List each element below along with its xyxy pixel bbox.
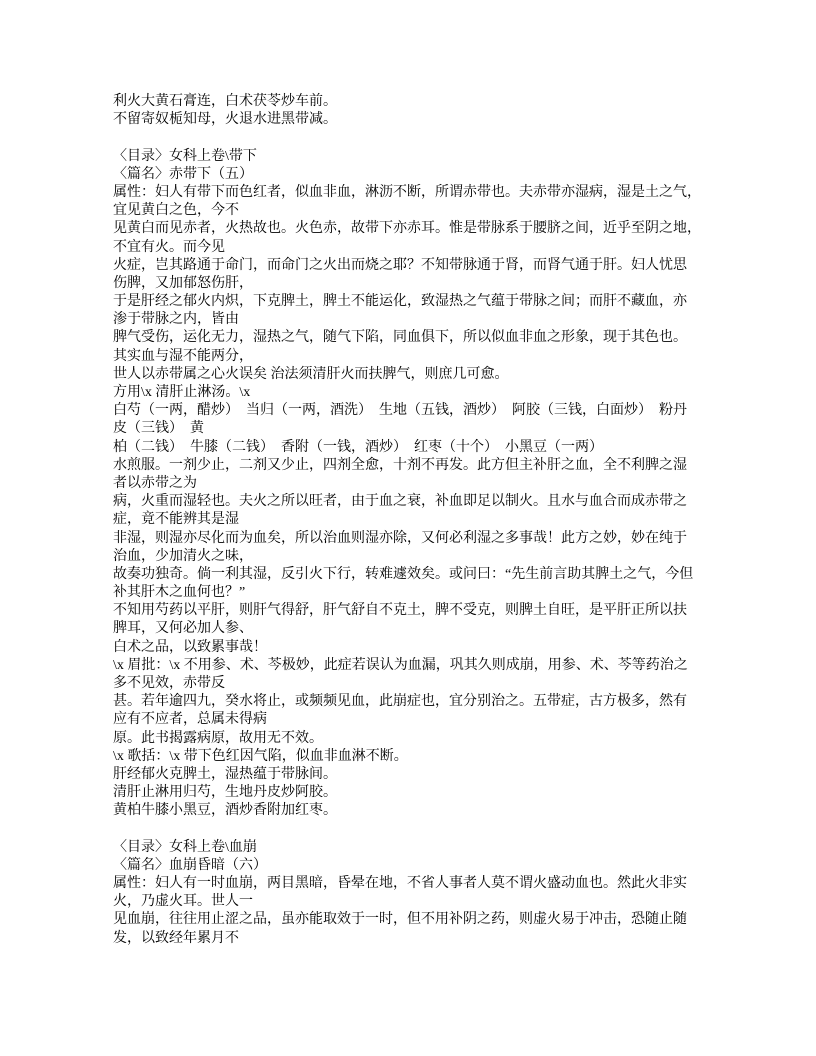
chapter-chidaixia-text-line: 白术之品，以致累事哉！ [113,639,267,655]
chapter-chidaixia-text-line: 属性：妇人有带下而色红者，似血非血，淋沥不断，所谓赤带也。夫赤带亦湿病，湿是土之气， [113,184,701,200]
chapter-chidaixia-text-line: 渗于带脉之内，皆由 [113,312,239,328]
previous-chapter-verse-tail-text-line: 不留寄奴栀知母，火退水进黑带减。 [113,112,337,128]
chapter-chidaixia-text-line: 伤脾，又加郁怒伤肝， [113,275,253,291]
chapter-chidaixia-text-line: 见黄白而见赤者，火热故也。火色赤，故带下亦赤耳。惟是带脉系于腰脐之间，近乎至阴之地， [113,221,701,237]
chapter-xuebeng-hunan-text-line: 见血崩，往往用止涩之品，虽亦能取效于一时，但不用补阴之药，则虚火易于冲击，恐随止随 [113,912,687,928]
chapter-xuebeng-hunan-text-line: 发，以致经年累月不 [113,930,239,946]
chapter-chidaixia-text-line: 者以赤带之为 [113,475,197,491]
chapter-chidaixia-text-line: \x 眉批：\x 不用参、术、芩极妙，此症若误认为血漏，巩其久则成崩，用参、术、芩等药治之 [113,657,688,673]
previous-chapter-verse-tail-text-line: 利火大黄石膏连，白术茯苓炒车前。 [113,94,337,109]
chapter-chidaixia-text-line: 肝经郁火克脾土，湿热蕴于带脉间。 [113,766,337,782]
chapter-chidaixia-text-line: 柏（二钱） 牛膝（二钱） 香附（一钱，酒炒） 红枣（十个） 小黑豆（一两） [113,439,603,455]
chapter-chidaixia-text-line: 脾气受伤，运化无力，湿热之气，随气下陷，同血俱下，所以似血非血之形象，现于其色也。 [113,330,687,346]
chapter-chidaixia-text-line: 黄柏牛膝小黑豆，酒炒香附加红枣。 [113,803,337,819]
chapter-xuebeng-hunan-text-line: 〈目录〉女科上卷\血崩 [113,839,257,855]
chapter-chidaixia-text-line: 清肝止淋用归芍，生地丹皮炒阿胶。 [113,785,337,801]
chapter-chidaixia-text-line: 不宜有火。而今见 [113,239,225,255]
chapter-chidaixia-text-line: 原。此书揭露病原，故用无不效。 [113,730,323,746]
chapter-chidaixia-text-line: 〈篇名〉赤带下（五） [113,166,253,182]
chapter-chidaixia-text-line: 于是肝经之郁火内炽，下克脾土，脾土不能运化，致湿热之气蕴于带脉之间；而肝不藏血，亦 [113,294,687,310]
chapter-xuebeng-hunan-text-line: 火，乃虚火耳。世人一 [113,894,253,910]
chapter-chidaixia-text-line: 非湿，则湿亦尽化而为血矣，所以治血则湿亦除，又何必利湿之多事哉！此方之妙，妙在纯于 [113,530,687,546]
chapter-chidaixia-text-line: 〈目录〉女科上卷\带下 [113,148,257,164]
blank-line [113,821,796,839]
chapter-chidaixia-text-line: 方用\x 清肝止淋汤。\x [113,385,251,400]
chapter-chidaixia-text-line: 白芍（一两，醋炒） 当归（一两，酒洗） 生地（五钱，酒炒） 阿胶（三钱，白面炒） 粉丹 [113,403,687,419]
chapter-chidaixia-text-line: 世人以赤带属之心火误矣 治法须清肝火而扶脾气，则庶几可愈。 [113,366,509,382]
chapter-chidaixia-text-line: 多不见效，赤带反 [113,676,225,691]
chapter-chidaixia-text-line: 治血，少加清火之味， [113,548,253,564]
chapter-chidaixia-text-line: 补其肝木之血何也？” [113,585,246,601]
chapter-chidaixia-text-line: 故奏功独奇。倘一利其湿，反引火下行，转难遽效矣。或问曰：“先生前言助其脾土之气，今但 [113,566,694,582]
chapter-xuebeng-hunan-text-line: 〈篇名〉血崩昏暗（六） [113,857,267,873]
chapter-xuebeng-hunan-text-line: 属性：妇人有一时血崩，两目黑暗，昏晕在地，不省人事者人莫不谓火盛动血也。然此火非实 [113,876,687,892]
chapter-chidaixia-text-line: 应有不应者，总属未得病 [113,712,267,728]
chapter-chidaixia-text-line: 病，火重而湿轻也。夫火之所以旺者，由于血之衰，补血即足以制火。且水与血合而成赤带之 [113,494,687,510]
chapter-chidaixia-text-line: \x 歌括：\x 带下色红因气陷，似血非血淋不断。 [113,748,408,764]
chapter-chidaixia-text-line: 甚。若年逾四九，癸水将止，或频频见血，此崩症也，宜分别治之。五带症，古方极多，然有 [113,694,687,710]
blank-line [113,129,796,147]
chapter-chidaixia-text-line: 火症，岂其路通于命门，而命门之火出而烧之耶？不知带脉通于肾，而肾气通于肝。妇人忧思 [113,257,687,273]
chapter-chidaixia-text-line: 皮（三钱） 黄 [113,421,204,437]
chapter-chidaixia-text-line: 脾耳，又何必加人参、 [113,621,253,637]
chapter-chidaixia-text-line: 不知用芍药以平肝，则肝气得舒，肝气舒自不克土，脾不受克，则脾土自旺，是平肝正所以扶 [113,603,687,619]
chapter-chidaixia-text-line: 其实血与湿不能两分， [113,348,253,364]
chapter-chidaixia-text-line: 水煎服。一剂少止，二剂又少止，四剂全愈，十剂不再发。此方但主补肝之血，全不利脾之湿 [113,457,687,473]
chapter-chidaixia-text-line: 宜见黄白之色，今不 [113,203,239,219]
chapter-chidaixia-text-line: 症，竟不能辨其是湿 [113,512,239,528]
